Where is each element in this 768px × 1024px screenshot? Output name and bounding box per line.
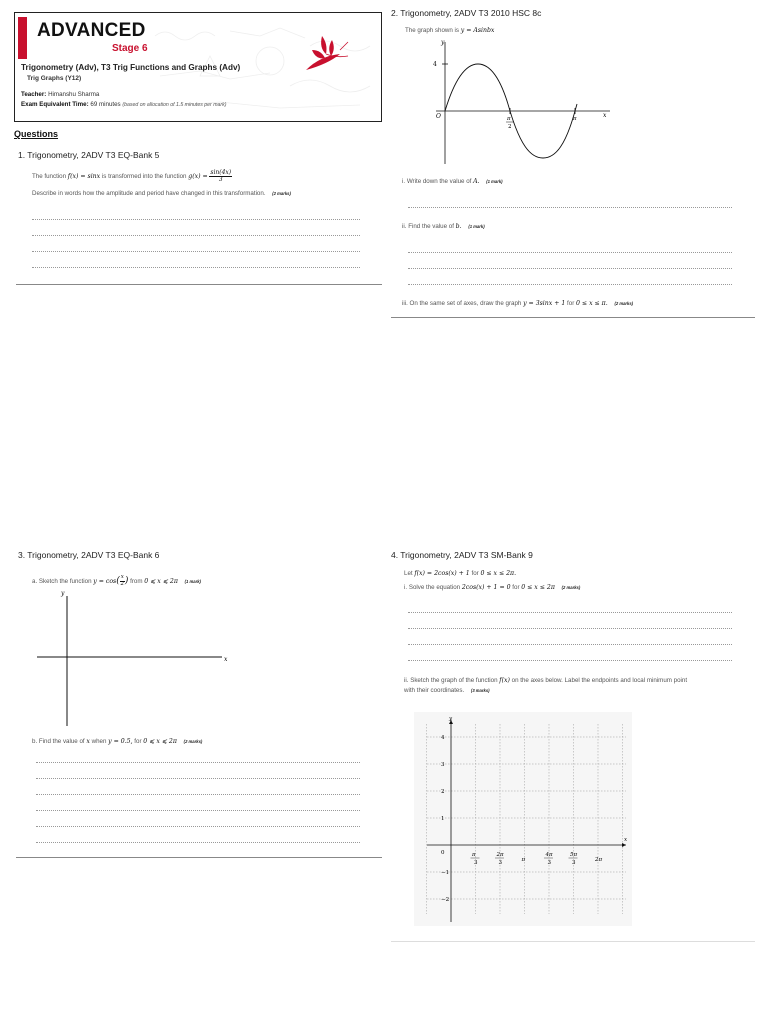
- q2-heading: 2. Trigonometry, 2ADV T3 2010 HSC 8c: [391, 8, 542, 18]
- q4-ii-marks: (3 marks): [470, 688, 490, 693]
- q1-answer-line[interactable]: [32, 235, 360, 236]
- q3-b-when: when: [91, 738, 107, 745]
- q2-i-answer-line[interactable]: [408, 207, 732, 208]
- q4-y-label: 0: [441, 850, 445, 856]
- q4-ii-text-c: with their coordinates.: [404, 687, 465, 694]
- q4-graph-grid[interactable]: [414, 712, 632, 926]
- q2-ii-answer-line[interactable]: [408, 284, 732, 285]
- q1-instruction: [32, 190, 291, 197]
- q1-g-den: 3: [218, 175, 223, 183]
- q1-g-num: sin(4x): [210, 168, 232, 176]
- q3-b-var: x: [86, 738, 90, 745]
- questions-heading: Questions: [14, 129, 59, 139]
- q3-b-text: b. Find the value of: [32, 738, 85, 745]
- q4-let-statement: [404, 570, 516, 577]
- q2-origin-label: O: [436, 113, 441, 120]
- q3-a-from: from: [130, 578, 143, 585]
- q3-x-axis-label: x: [224, 656, 228, 663]
- q2-ii-text: ii. Find the value of: [402, 223, 454, 230]
- q4-grid-background: [414, 712, 632, 926]
- q4-y-label: 1: [441, 816, 445, 822]
- exam-time-line: [21, 101, 226, 108]
- exam-time-note: (based on allocation of 1.5 minutes per mark): [122, 102, 227, 108]
- q2-part-ii: [402, 223, 485, 230]
- q4-part-i: [404, 584, 580, 591]
- q2-x-tick-num: π: [507, 116, 511, 122]
- q2-x-axis-label: x: [603, 112, 607, 119]
- q2-separator: [391, 317, 755, 318]
- q4-y-label: −1: [441, 870, 450, 876]
- q3-blank-axes[interactable]: [36, 586, 236, 728]
- q2-graph-expr: y = Asinbx: [460, 27, 495, 34]
- q4-x-label-num: 2π: [496, 852, 504, 858]
- q4-x-label: π: [521, 857, 526, 863]
- q4-x-label-den: 3: [498, 860, 502, 866]
- q3-answer-line[interactable]: [36, 842, 360, 843]
- q2-x-tick-den: 2: [508, 124, 512, 130]
- q3-b-expr: y = 0.5,: [108, 738, 133, 745]
- q2-i-marks: (1 mark): [486, 179, 503, 184]
- q4-x-label-num: 4π: [545, 852, 553, 858]
- q3-answer-line[interactable]: [36, 826, 360, 827]
- q4-i-answer-line[interactable]: [408, 644, 732, 645]
- q4-y-axis-label: y: [449, 716, 453, 722]
- q1-answer-line[interactable]: [32, 251, 360, 252]
- q2-graph-statement: [405, 27, 494, 34]
- q4-i-expr: 2cos(x) + 1 = 0: [461, 584, 511, 591]
- q4-x-label-num: π: [472, 852, 476, 858]
- q2-ii-marks: (1 mark): [468, 224, 485, 229]
- q2-sine-graph: [428, 38, 614, 166]
- q3-answer-line[interactable]: [36, 778, 360, 779]
- exam-time-label: Exam Equivalent Time:: [21, 101, 89, 108]
- q4-i-marks: (2 marks): [561, 585, 581, 590]
- q1-heading: 1. Trigonometry, 2ADV T3 EQ-Bank 5: [18, 150, 160, 160]
- document-title: Trigonometry (Adv), T3 Trig Functions and Graphs (Adv): [21, 63, 241, 72]
- q4-part-ii: [404, 676, 754, 696]
- q2-y-axis-label: y: [441, 39, 445, 46]
- q3-part-b: [32, 738, 202, 745]
- q1-text-b: is transformed into the function: [101, 173, 187, 180]
- q4-x-axis-label: x: [624, 837, 628, 843]
- teacher-line: [21, 91, 99, 98]
- q2-ii-answer-line[interactable]: [408, 252, 732, 253]
- q4-x-label-den: 3: [474, 860, 478, 866]
- q2-part-iii: [402, 300, 633, 307]
- q4-x-label: 2π: [595, 857, 603, 863]
- q1-f-expr: f(x) = sinx: [67, 173, 101, 180]
- q4-i-answer-line[interactable]: [408, 660, 732, 661]
- q4-i-domain: 0 ≤ x ≤ 2π: [521, 584, 555, 591]
- q3-separator: [16, 857, 382, 858]
- brand-stage: Stage 6: [112, 43, 148, 54]
- q4-x-label-den: 3: [572, 860, 576, 866]
- leaf-logo-icon: [302, 30, 354, 76]
- q4-let-domain: 0 ≤ x ≤ 2π.: [480, 570, 517, 577]
- q4-ii-text-b: on the axes below. Label the endpoints and local minimum point: [511, 677, 688, 684]
- q2-part-i: [402, 178, 503, 185]
- q4-i-answer-line[interactable]: [408, 628, 732, 629]
- teacher-label: Teacher:: [21, 91, 47, 98]
- teacher-name: Himanshu Sharma: [48, 91, 100, 98]
- brand-accent-bar: [18, 17, 27, 59]
- q1-text-a: The function: [32, 173, 67, 180]
- q4-x-label-den: 3: [547, 860, 551, 866]
- q3-b-domain: 0 ⩽ x ⩽ 2π: [143, 738, 177, 745]
- q4-ii-text-a: ii. Sketch the graph of the function: [404, 677, 498, 684]
- q2-ii-var: b.: [455, 223, 462, 230]
- q3-a-lhs: y = cos: [93, 578, 117, 585]
- q4-ii-fx: f(x): [499, 677, 510, 684]
- q2-iii-for: for: [567, 300, 575, 307]
- q4-i-for: for: [512, 584, 520, 591]
- q3-answer-line[interactable]: [36, 762, 360, 763]
- q2-x-tick-pi-label: π: [573, 116, 577, 122]
- exam-time-value: 69 minutes: [90, 101, 121, 108]
- q3-answer-line[interactable]: [36, 794, 360, 795]
- q3-a-text: a. Sketch the function: [32, 578, 92, 585]
- brand-title: ADVANCED: [37, 20, 146, 41]
- q1-g-fraction: [209, 170, 232, 183]
- q3-b-marks: (2 marks): [183, 739, 203, 744]
- q2-iii-expr: y = 3sinx + 1: [523, 300, 566, 307]
- q4-y-label: 2: [441, 789, 445, 795]
- q2-i-var: A.: [473, 178, 480, 185]
- q2-graph-text: The graph shown is: [405, 27, 459, 34]
- q3-heading: 3. Trigonometry, 2ADV T3 EQ-Bank 6: [18, 550, 160, 560]
- q2-iii-domain: 0 ≤ x ≤ π.: [576, 300, 608, 307]
- q1-answer-line[interactable]: [32, 219, 360, 220]
- q1-instruction-text: Describe in words how the amplitude and period have changed in this transformation.: [32, 190, 266, 197]
- q2-i-text: i. Write down the value of: [402, 178, 472, 185]
- q4-y-label: 3: [441, 762, 445, 768]
- q4-let-expr: f(x) = 2cos(x) + 1: [414, 570, 470, 577]
- q3-b-for: for: [134, 738, 142, 745]
- q4-let-for: for: [471, 570, 479, 577]
- q4-y-label: 4: [441, 735, 445, 741]
- q4-let-text: Let: [404, 570, 413, 577]
- q2-iii-text: iii. On the same set of axes, draw the graph: [402, 300, 522, 307]
- q3-y-axis-label: y: [61, 590, 65, 597]
- q2-iii-marks: (2 marks): [614, 301, 634, 306]
- q4-heading: 4. Trigonometry, 2ADV T3 SM-Bank 9: [391, 550, 533, 560]
- q3-a-den: 2: [120, 580, 125, 587]
- q3-a-num: x: [120, 574, 124, 581]
- q4-i-text: i. Solve the equation: [404, 584, 461, 591]
- document-subtitle: Trig Graphs (Y12): [27, 75, 82, 82]
- q2-y-tick-label: 4: [433, 61, 437, 68]
- q1-separator: [16, 284, 382, 285]
- q1-answer-line[interactable]: [32, 267, 360, 268]
- q3-answer-line[interactable]: [36, 810, 360, 811]
- q4-x-label-num: 5π: [570, 852, 578, 858]
- q3-a-domain: 0 ⩽ x ⩽ 2π: [144, 578, 178, 585]
- q4-i-answer-line[interactable]: [408, 612, 732, 613]
- q1-statement: [32, 169, 232, 185]
- q4-separator: [391, 941, 755, 942]
- q3-a-marks: (1 mark): [184, 579, 201, 584]
- q3-part-a: a. Sketch the function y = cos( $\frac{x}{2}$ ) from 0 ⩽ x ⩽ 2π (1 mark): [32, 574, 201, 587]
- q1-g-lhs: g(x) =: [188, 173, 208, 180]
- q4-y-label: −2: [441, 897, 450, 903]
- q1-marks: (2 marks): [272, 191, 291, 196]
- q2-ii-answer-line[interactable]: [408, 268, 732, 269]
